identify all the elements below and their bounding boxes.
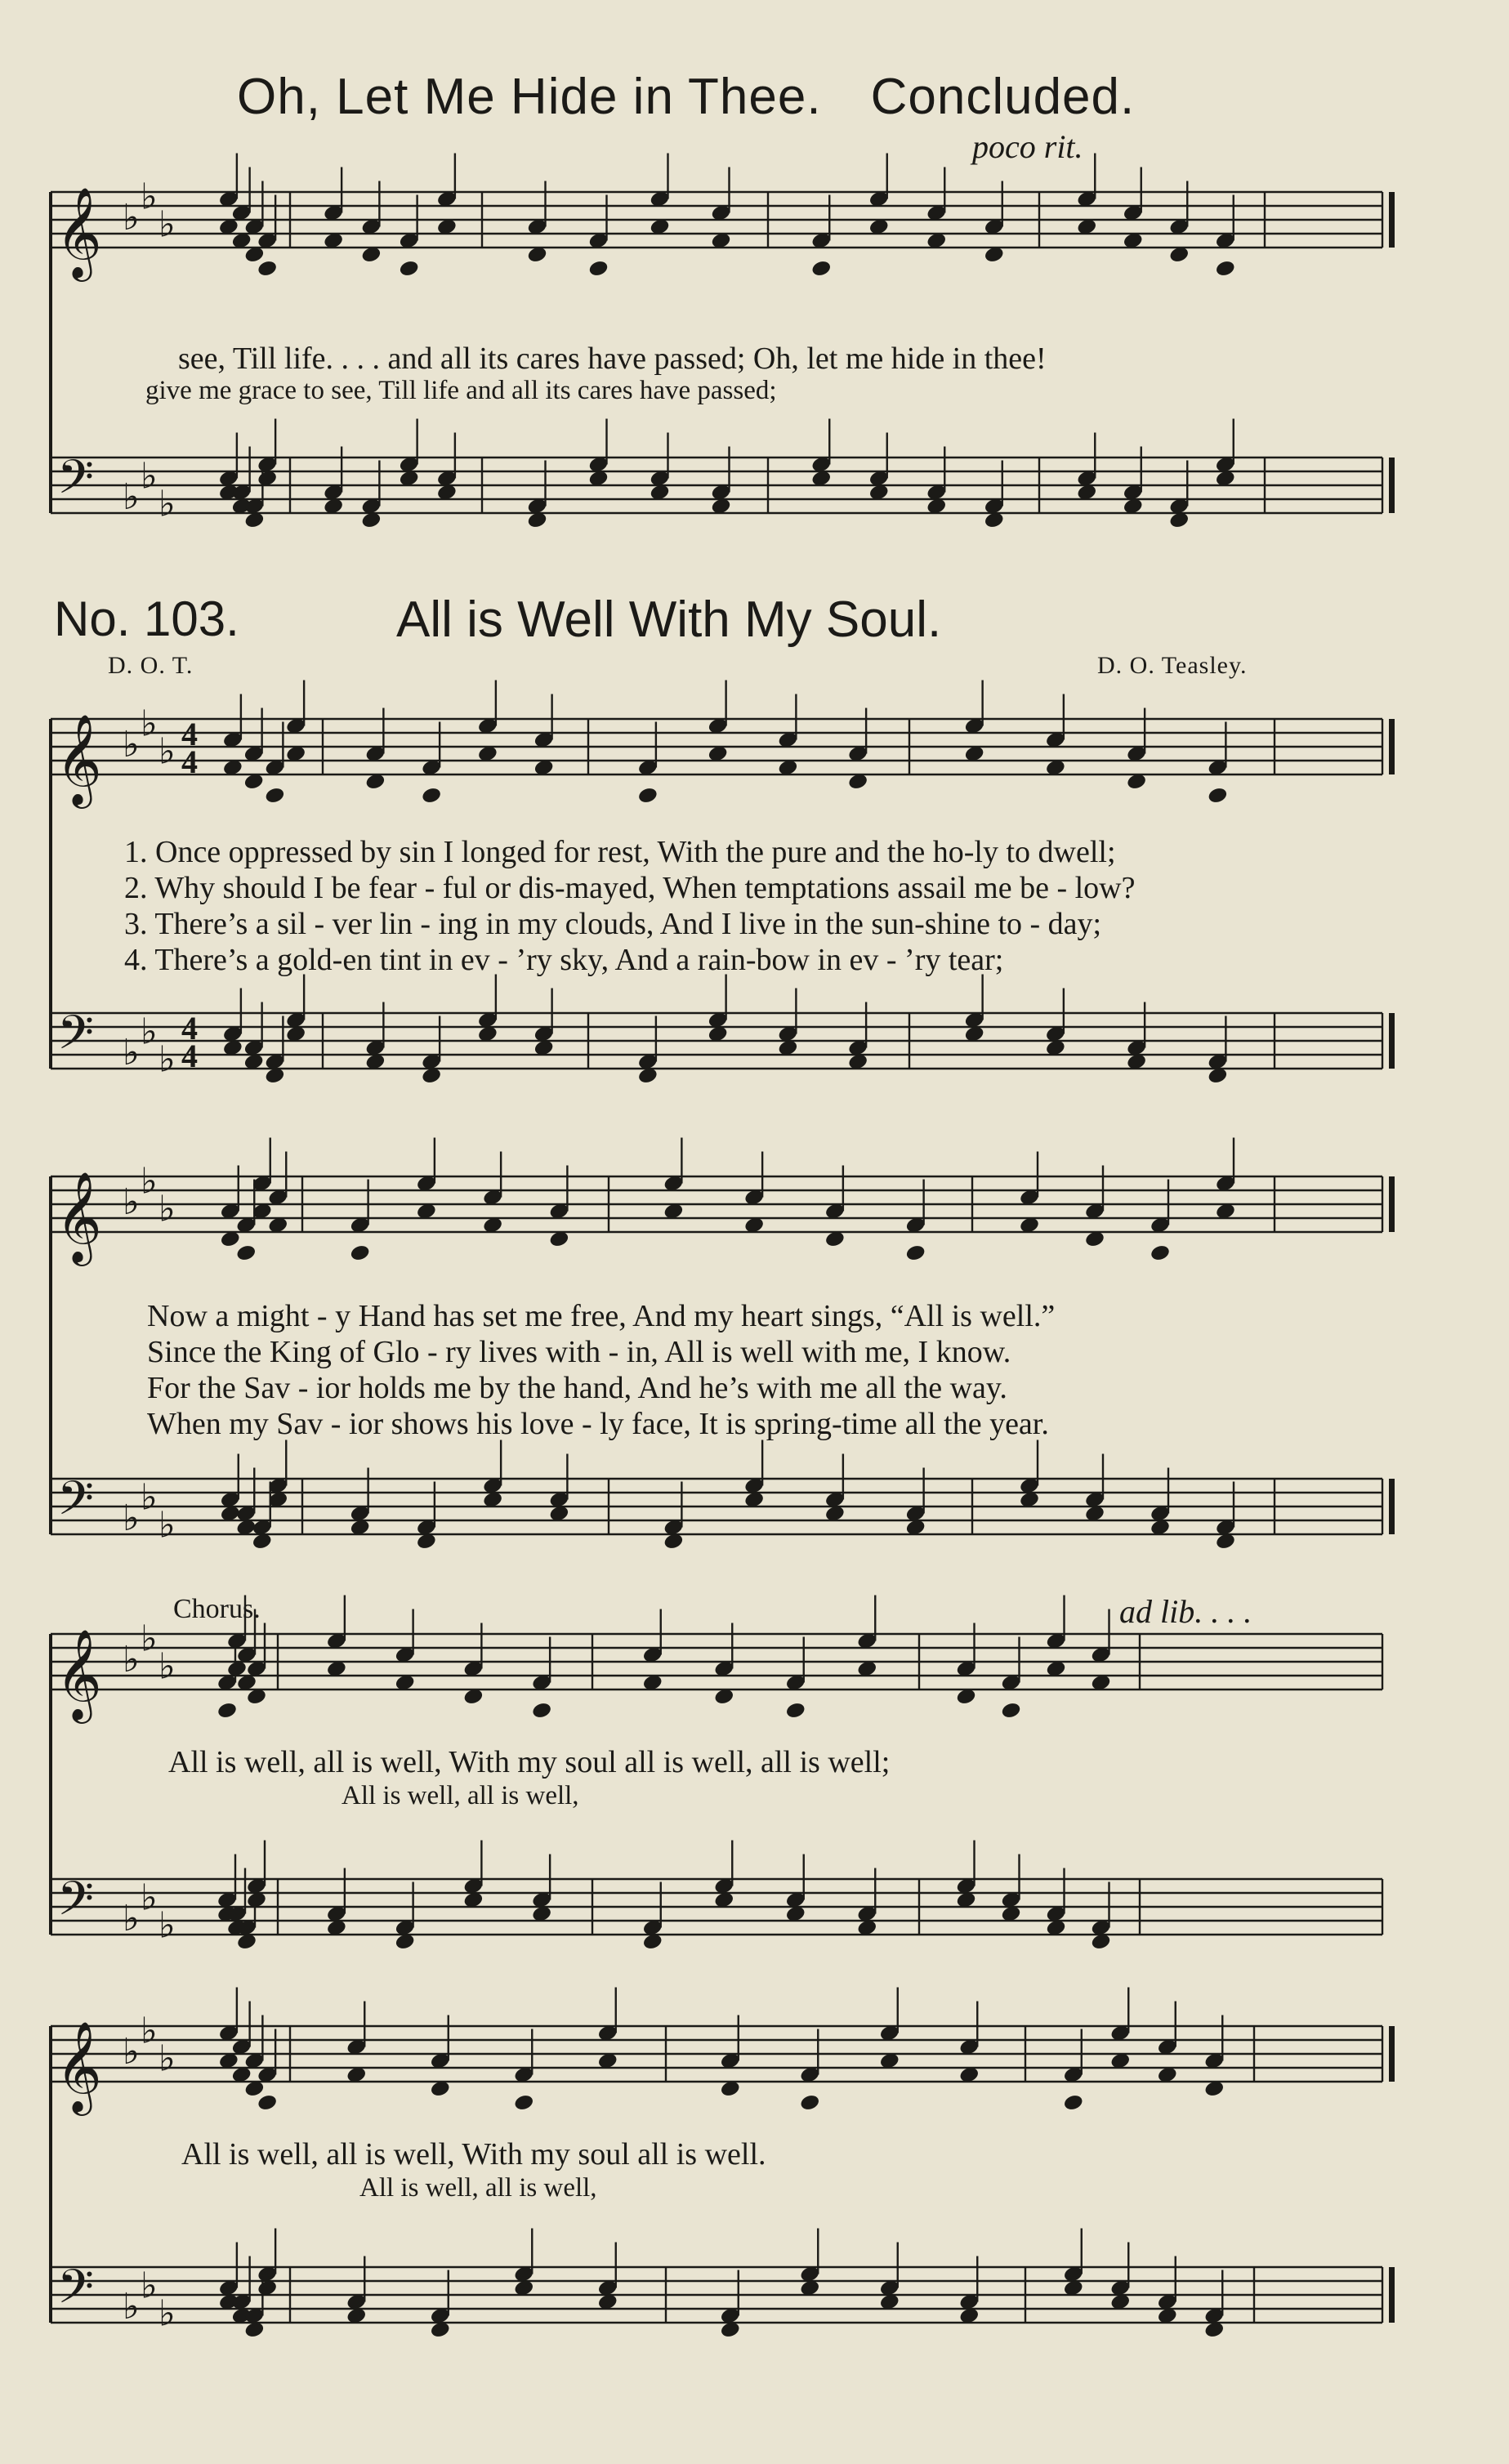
flat-sign: ♭ — [141, 176, 158, 218]
chorus-line-2-alt: All is well, all is well, — [359, 2173, 597, 2203]
note-head — [399, 259, 420, 278]
hymn-number: No. 103. — [54, 591, 239, 646]
flat-sign: ♭ — [158, 1188, 176, 1230]
flat-sign: ♭ — [158, 2292, 176, 2335]
note-head — [350, 1243, 371, 1262]
final-barline — [1389, 192, 1395, 248]
flat-sign: ♭ — [158, 730, 176, 773]
note-head — [264, 786, 285, 805]
note-head — [1215, 259, 1236, 278]
bass-clef: 𝄢 — [57, 1005, 95, 1072]
bass-clef: 𝄢 — [57, 2259, 95, 2326]
music-by: D. O. Teasley. — [1097, 652, 1248, 679]
chorus-line-1-alt: All is well, all is well, — [342, 1781, 579, 1810]
flat-sign: ♭ — [158, 1504, 176, 1547]
flat-sign: ♭ — [123, 1639, 140, 1681]
verse-1-line-1: 1. Once oppressed by sin I longed for rest, With the pure and the ho-ly to dwell; — [124, 835, 1116, 869]
note-head — [235, 1243, 257, 1262]
words-by: D. O. T. — [108, 652, 194, 679]
flat-sign: ♭ — [158, 483, 176, 525]
note-head — [531, 1701, 552, 1720]
flat-sign: ♭ — [158, 1038, 176, 1081]
note-head — [810, 259, 832, 278]
flat-sign: ♭ — [158, 1904, 176, 1947]
treble-clef: 𝄞 — [56, 2020, 102, 2112]
treble-clef: 𝄞 — [56, 1171, 102, 1262]
final-barline — [1389, 1479, 1395, 1534]
time-signature: 4 — [181, 1038, 198, 1074]
note-head — [513, 2093, 534, 2112]
treble-clef: 𝄞 — [56, 186, 102, 278]
flat-sign: ♭ — [141, 1618, 158, 1660]
flat-sign: ♭ — [123, 724, 140, 766]
treble-clef: 𝄞 — [56, 713, 102, 805]
note-head — [637, 786, 659, 805]
flat-sign: ♭ — [141, 1160, 158, 1203]
flat-sign: ♭ — [123, 1898, 140, 1940]
flat-sign: ♭ — [141, 703, 158, 745]
flat-sign: ♭ — [123, 2031, 140, 2073]
verse-2-line-2: Since the King of Glo - ry lives with - in, All is well with me, I know. — [147, 1335, 1011, 1369]
bass-clef: 𝄢 — [57, 449, 95, 516]
flat-sign: ♭ — [158, 203, 176, 246]
verse-2-line-1: 2. Why should I be fear - ful or dis-mayed, When temptations assail me be - low? — [124, 871, 1136, 905]
prev-hymn-title — [237, 69, 1136, 125]
treble-clef: 𝄞 — [56, 1628, 102, 1720]
tempo-marking-poco-rit: poco rit. — [972, 128, 1083, 165]
flat-sign: ♭ — [141, 1476, 158, 1519]
flat-sign: ♭ — [123, 2286, 140, 2328]
flat-sign: ♭ — [141, 2265, 158, 2307]
note-head — [905, 1243, 926, 1262]
flat-sign: ♭ — [141, 2010, 158, 2052]
note-head — [785, 1701, 806, 1720]
prev-hymn-lyric: see, Till life. . . . and all its cares have passed; Oh, let me hide in thee! — [178, 341, 1047, 376]
final-barline — [1389, 2267, 1395, 2323]
final-barline — [1389, 1013, 1395, 1069]
flat-sign: ♭ — [123, 197, 140, 239]
prev-hymn-concluded: Concluded. — [870, 69, 1136, 125]
flat-sign: ♭ — [123, 1032, 140, 1074]
flat-sign: ♭ — [141, 455, 158, 498]
chorus-line-1: All is well, all is well, With my soul all is well, all is well; — [168, 1745, 891, 1779]
note-head — [1207, 786, 1228, 805]
chorus-label: Chorus. — [173, 1594, 261, 1624]
flat-sign: ♭ — [141, 1877, 158, 1919]
verse-4-line-1: 4. There’s a gold-en tint in ev - ’ry sky, And a rain-bow in ev - ’ry tear; — [124, 943, 1004, 977]
time-signature: 4 — [181, 1010, 198, 1047]
verse-3-line-1: 3. There’s a sil - ver lin - ing in my clouds, And I live in the sun-shine to - day; — [124, 907, 1102, 941]
note-head — [217, 1701, 238, 1720]
note-head — [1063, 2093, 1084, 2112]
time-signature: 4 — [181, 743, 198, 780]
bass-clef: 𝄢 — [57, 1471, 95, 1538]
prev-hymn-lyric-alt: give me grace to see, Till life and all its cares have passed; — [145, 376, 777, 405]
note-head — [799, 2093, 820, 2112]
flat-sign: ♭ — [158, 1645, 176, 1688]
note-head — [421, 786, 442, 805]
chorus-ad-lib: ad lib. . . . — [1119, 1593, 1252, 1630]
note-head — [587, 259, 609, 278]
note-head — [257, 2093, 278, 2112]
verse-1-line-2: Now a might - y Hand has set me free, And my heart sings, “All is well.” — [147, 1299, 1056, 1333]
verse-4-line-2: When my Sav - ior shows his love - ly face, It is spring-time all the year. — [147, 1407, 1049, 1441]
flat-sign: ♭ — [123, 1498, 140, 1539]
flat-sign: ♭ — [158, 2038, 176, 2080]
note-head — [1000, 1701, 1021, 1720]
prev-hymn-title-text: Oh, Let Me Hide in Thee. — [237, 69, 822, 125]
final-barline — [1389, 1176, 1395, 1232]
note-head — [1150, 1243, 1171, 1262]
chorus-line-2: All is well, all is well, With my soul all is well. — [181, 2137, 766, 2172]
flat-sign: ♭ — [123, 1181, 140, 1223]
flat-sign: ♭ — [141, 1011, 158, 1053]
flat-sign: ♭ — [123, 476, 140, 518]
final-barline — [1389, 719, 1395, 774]
verse-3-line-2: For the Sav - ior holds me by the hand, And he’s with me all the way. — [147, 1371, 1007, 1405]
bass-clef: 𝄢 — [57, 1871, 95, 1938]
note-head — [257, 259, 278, 278]
final-barline — [1389, 458, 1395, 513]
time-signature: 4 — [181, 716, 198, 752]
hymn-title: All is Well With My Soul. — [396, 591, 942, 648]
final-barline — [1389, 2026, 1395, 2082]
